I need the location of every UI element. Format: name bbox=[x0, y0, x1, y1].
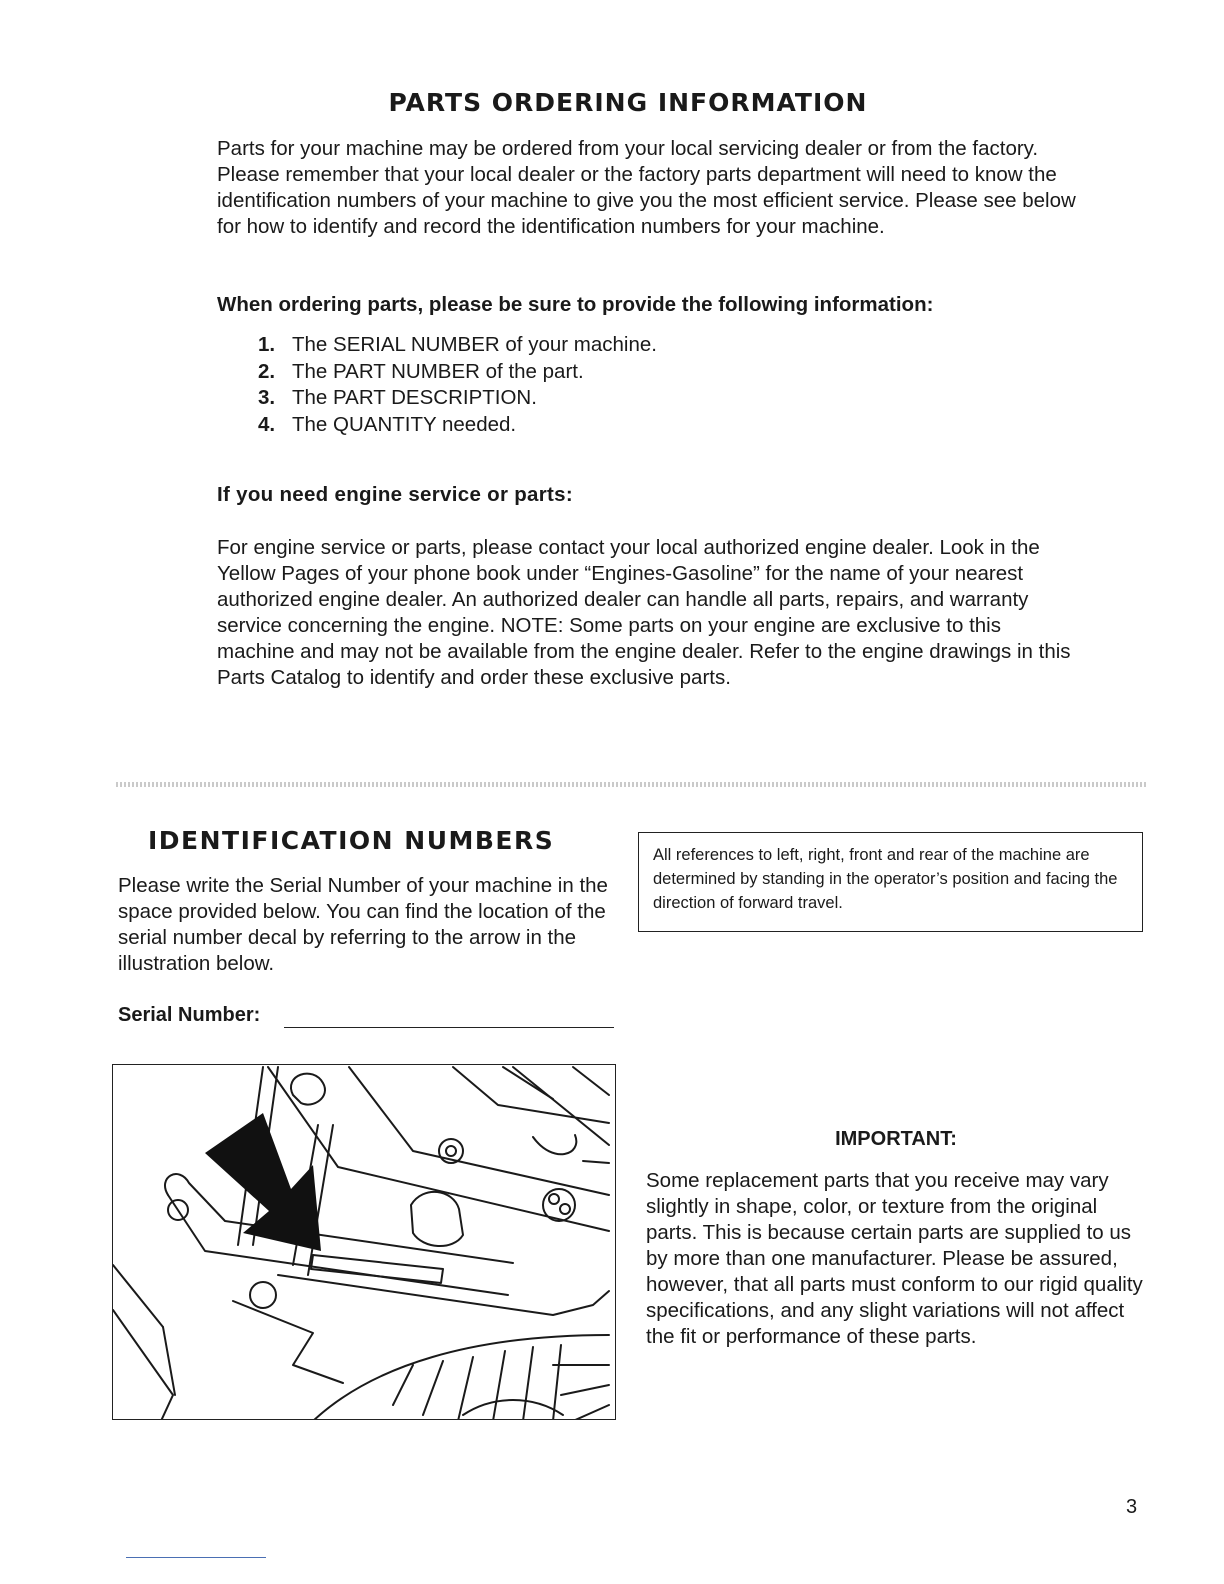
machine-frame-drawing bbox=[113, 1065, 616, 1420]
list-item-number: 2. bbox=[258, 359, 276, 383]
serial-number-write-line bbox=[284, 1027, 614, 1028]
list-item-number: 3. bbox=[258, 386, 276, 409]
serial-decal-illustration bbox=[112, 1064, 616, 1420]
list-item-text: The PART NUMBER of the part. bbox=[292, 359, 584, 383]
engine-paragraph: For engine service or parts, please contact your local authorized engine dealer. Look in the Yellow Pages of your phone book under “Engines-Gasoline” for the name of your nearest authorized engine dealer. An authorized dealer can handle all parts, repairs, and warranty service concerning the engine. NOTE: Some parts on your engine are exclusive to this machine and may not be available from the engine dealer. Refer to the engine drawings in this Parts Catalog to identify and order these exclusive parts. bbox=[217, 536, 1071, 689]
ordering-list bbox=[258, 332, 657, 438]
serial-number-label: Serial Number: bbox=[118, 1004, 261, 1026]
list-item bbox=[258, 359, 657, 386]
list-item bbox=[258, 385, 657, 412]
list-item-text: The QUANTITY needed. bbox=[292, 412, 517, 436]
parts-intro-paragraph: Parts for your machine may be ordered from your local servicing dealer or from the factory. Please remember that your local dealer or the factory parts department will need to know the identification numbers of your machine to give you the most efficient service. Please see below for how to identify and record the identification numbers for your machine. bbox=[217, 137, 1076, 238]
important-heading: IMPORTANT: bbox=[835, 1128, 957, 1150]
direction-note-text: All references to left, right, front and rear of the machine are determined by standing in the operator’s position and facing the direction of forward travel. bbox=[653, 846, 1118, 912]
list-item-number: 4. bbox=[258, 412, 276, 436]
section-divider bbox=[116, 782, 1146, 787]
list-item bbox=[258, 412, 657, 439]
list-item-text: The PART DESCRIPTION. bbox=[292, 386, 537, 409]
list-item-number: 1. bbox=[258, 333, 276, 356]
identification-paragraph: Please write the Serial Number of your machine in the space provided below. You can find the location of the serial number decal by referring to the arrow in the illustration below. bbox=[118, 874, 608, 975]
footer-rule bbox=[126, 1557, 266, 1558]
list-item-text: The SERIAL NUMBER of your machine. bbox=[292, 333, 657, 356]
direction-note-box bbox=[638, 832, 1143, 932]
important-paragraph: Some replacement parts that you receive may vary slightly in shape, color, or texture from the original parts. This is because certain parts are supplied to us by more than one manufacturer. Please be assured, however, that all parts must conform to our rigid quality specifications, and any slight variations will not affect the fit or performance of these parts. bbox=[646, 1169, 1143, 1348]
arrow-icon bbox=[205, 1113, 321, 1251]
identification-title: IDENTIFICATION NUMBERS bbox=[148, 826, 555, 855]
list-item bbox=[258, 332, 657, 359]
engine-heading: If you need engine service or parts: bbox=[217, 483, 573, 506]
page-number: 3 bbox=[1126, 1496, 1138, 1518]
ordering-heading: When ordering parts, please be sure to provide the following information: bbox=[217, 293, 934, 316]
page-title: PARTS ORDERING INFORMATION bbox=[388, 88, 868, 117]
